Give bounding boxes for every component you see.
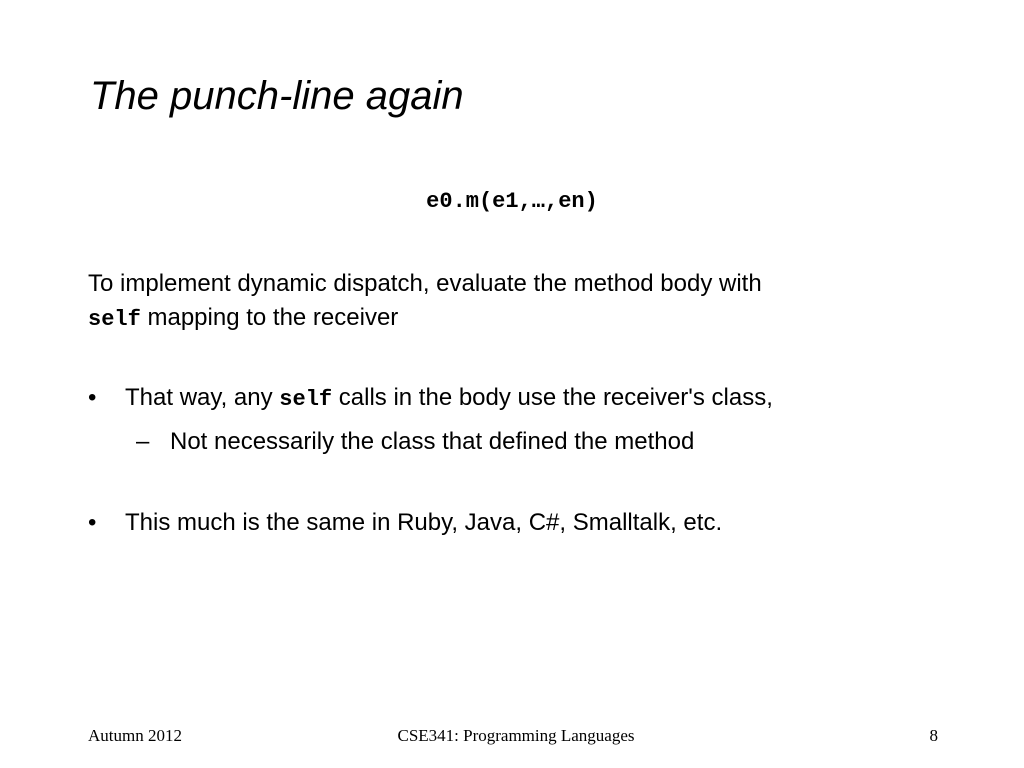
- intro-line-1: To implement dynamic dispatch, evaluate the method body with: [88, 270, 762, 297]
- bullet-marker: •: [88, 509, 97, 536]
- page-number: 8: [929, 726, 938, 745]
- method-call-expression: e0.m(e1,…,en): [426, 189, 598, 214]
- footer-course: CSE341: Programming Languages: [397, 726, 635, 745]
- bullet-marker: •: [88, 384, 97, 411]
- sub-bullet-1-text: Not necessarily the class that defined the method: [170, 428, 695, 455]
- intro-line-2-text: mapping to the receiver: [140, 304, 399, 331]
- dash-marker: –: [136, 428, 150, 455]
- self-keyword: self: [88, 307, 141, 332]
- bullet-item-1: [88, 382, 773, 416]
- bullet-2-text: This much is the same in Ruby, Java, C#, Smalltalk, etc.: [125, 509, 723, 536]
- intro-line-2: [88, 302, 398, 336]
- bullet-1-text-before: That way, any: [125, 384, 280, 411]
- self-keyword: self: [279, 387, 333, 412]
- bullet-1-text-after: calls in the body use the receiver's class,: [332, 384, 773, 411]
- slide-title: The punch-line again: [90, 74, 464, 118]
- sub-bullet-item-1: [136, 426, 694, 458]
- bullet-item-2: [88, 507, 722, 539]
- footer-date: Autumn 2012: [88, 726, 182, 745]
